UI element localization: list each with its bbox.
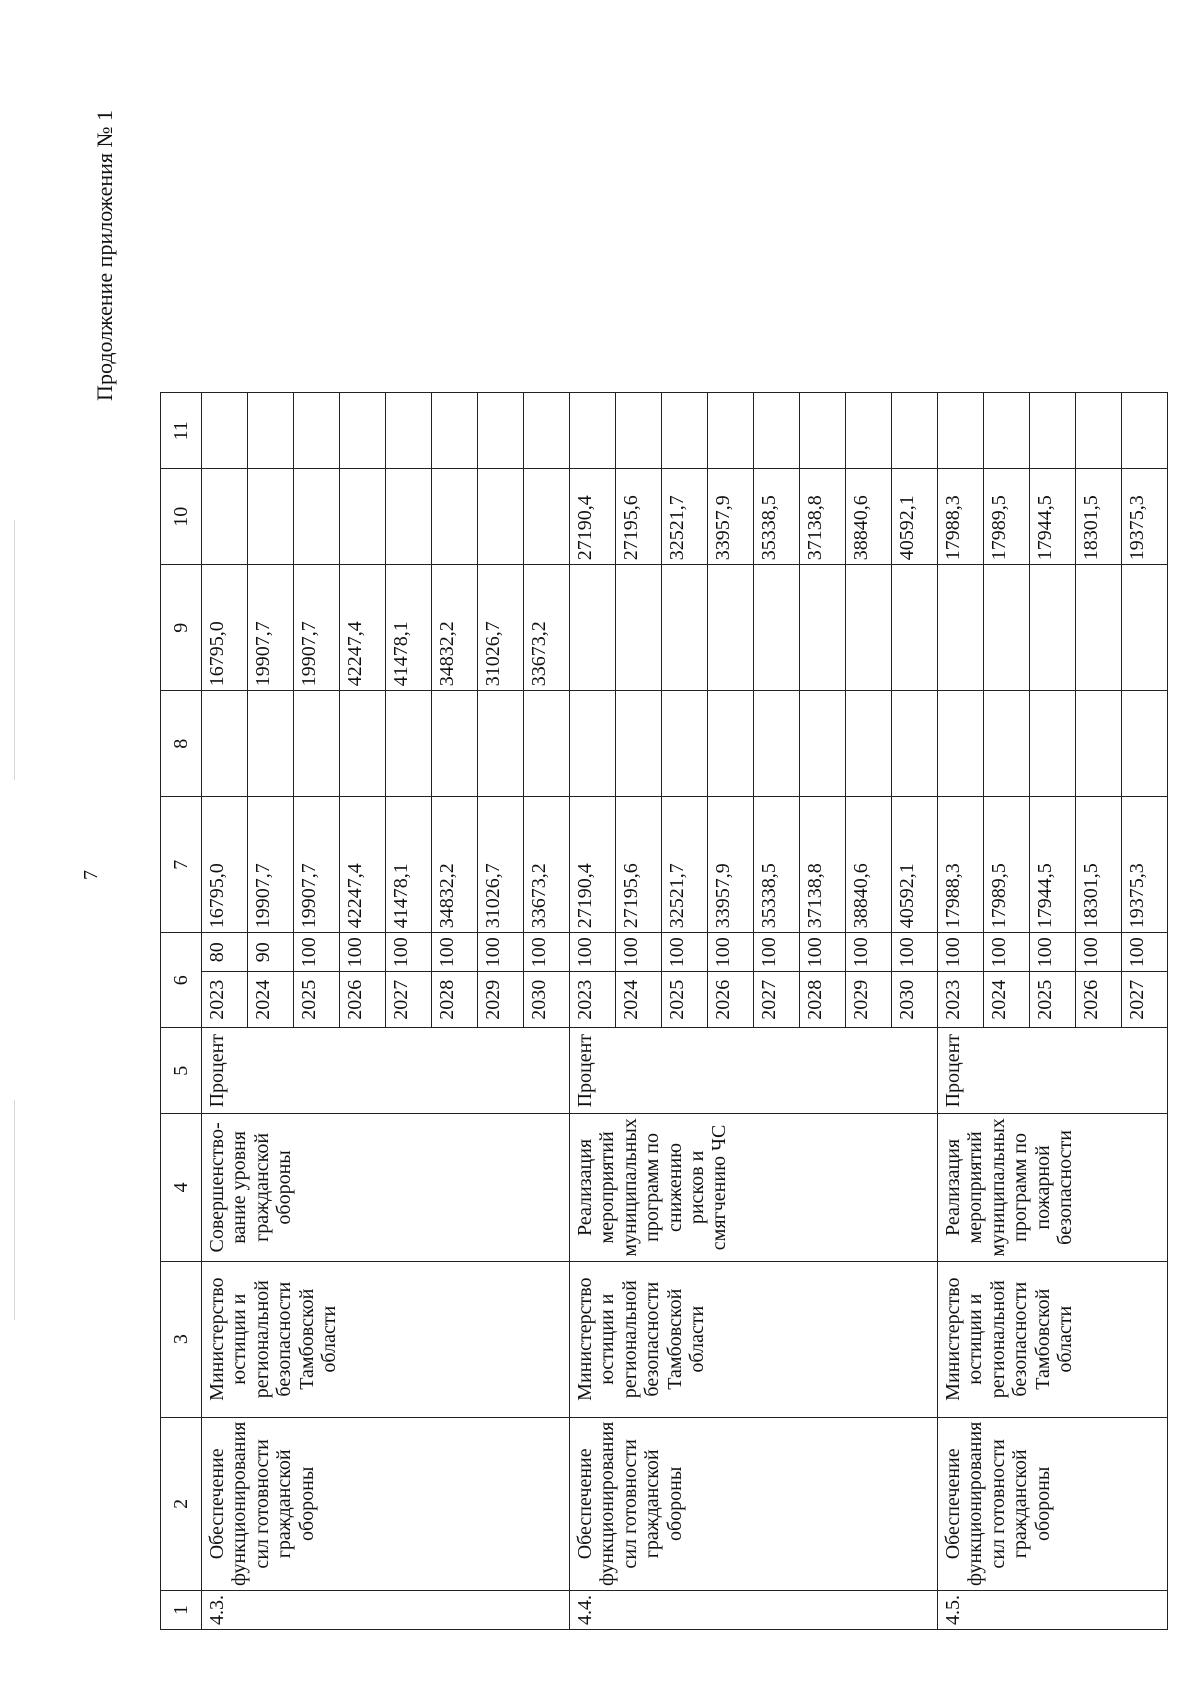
col9-amount-cell: 19907,7 bbox=[294, 565, 340, 691]
total-amount-cell: 17988,3 bbox=[938, 797, 984, 933]
col9-amount-cell bbox=[1076, 565, 1122, 691]
total-amount-cell: 17989,5 bbox=[984, 797, 1030, 933]
col10-amount-cell bbox=[478, 469, 524, 565]
col8-cell bbox=[984, 691, 1030, 797]
col11-cell bbox=[892, 393, 938, 469]
percent-value-cell: 100 bbox=[294, 933, 340, 972]
col9-amount-cell bbox=[662, 565, 708, 691]
percent-value-cell: 100 bbox=[984, 933, 1030, 972]
year-cell: 2023 bbox=[202, 972, 248, 1028]
total-amount-cell: 42247,4 bbox=[340, 797, 386, 933]
col11-cell bbox=[432, 393, 478, 469]
percent-value-cell: 100 bbox=[662, 933, 708, 972]
total-amount-cell: 19907,7 bbox=[248, 797, 294, 933]
percent-value-cell: 100 bbox=[386, 933, 432, 972]
appendix-caption: Продолжение приложения № 1 bbox=[92, 110, 117, 401]
total-amount-cell: 37138,8 bbox=[800, 797, 846, 933]
total-amount-cell: 27190,4 bbox=[570, 797, 616, 933]
header-col-3: 3 bbox=[161, 1261, 202, 1417]
year-cell: 2026 bbox=[708, 972, 754, 1028]
col9-amount-cell: 31026,7 bbox=[478, 565, 524, 691]
col10-amount-cell bbox=[432, 469, 478, 565]
col10-amount-cell: 17989,5 bbox=[984, 469, 1030, 565]
col11-cell bbox=[1122, 393, 1168, 469]
section-index: 4.4. bbox=[570, 1591, 938, 1630]
percent-value-cell: 100 bbox=[846, 933, 892, 972]
col9-amount-cell bbox=[1122, 565, 1168, 691]
year-cell: 2024 bbox=[248, 972, 294, 1028]
year-cell: 2023 bbox=[570, 972, 616, 1028]
percent-value-cell: 90 bbox=[248, 933, 294, 972]
col10-amount-cell: 27190,4 bbox=[570, 469, 616, 565]
section-purpose: Обеспечение функционирования сил готовности гражданской обороны bbox=[202, 1417, 570, 1590]
total-amount-cell: 19907,7 bbox=[294, 797, 340, 933]
scan-artifact-line bbox=[14, 520, 15, 780]
year-cell: 2028 bbox=[432, 972, 478, 1028]
header-col-9: 9 bbox=[161, 565, 202, 691]
year-cell: 2030 bbox=[892, 972, 938, 1028]
col11-cell bbox=[800, 393, 846, 469]
total-amount-cell: 33957,9 bbox=[708, 797, 754, 933]
col11-cell bbox=[708, 393, 754, 469]
total-amount-cell: 35338,5 bbox=[754, 797, 800, 933]
col10-amount-cell bbox=[386, 469, 432, 565]
col9-amount-cell bbox=[846, 565, 892, 691]
header-col-6: 6 bbox=[161, 933, 202, 1028]
col10-amount-cell: 17944,5 bbox=[1030, 469, 1076, 565]
percent-value-cell: 100 bbox=[800, 933, 846, 972]
col10-amount-cell bbox=[202, 469, 248, 565]
year-cell: 2030 bbox=[524, 972, 570, 1028]
table-body bbox=[202, 393, 1168, 1630]
col10-amount-cell: 33957,9 bbox=[708, 469, 754, 565]
year-cell: 2024 bbox=[616, 972, 662, 1028]
col11-cell bbox=[524, 393, 570, 469]
col11-cell bbox=[248, 393, 294, 469]
percent-value-cell: 100 bbox=[938, 933, 984, 972]
rotated-page bbox=[80, 90, 1170, 1630]
year-cell: 2023 bbox=[938, 972, 984, 1028]
col9-amount-cell: 33673,2 bbox=[524, 565, 570, 691]
col10-amount-cell: 38840,6 bbox=[846, 469, 892, 565]
col9-amount-cell bbox=[616, 565, 662, 691]
col9-amount-cell: 41478,1 bbox=[386, 565, 432, 691]
percent-value-cell: 80 bbox=[202, 933, 248, 972]
col8-cell bbox=[892, 691, 938, 797]
col11-cell bbox=[1076, 393, 1122, 469]
col11-cell bbox=[570, 393, 616, 469]
total-amount-cell: 16795,0 bbox=[202, 797, 248, 933]
total-amount-cell: 31026,7 bbox=[478, 797, 524, 933]
col9-amount-cell bbox=[800, 565, 846, 691]
col11-cell bbox=[662, 393, 708, 469]
col9-amount-cell bbox=[892, 565, 938, 691]
percent-value-cell: 100 bbox=[524, 933, 570, 972]
total-amount-cell: 19375,3 bbox=[1122, 797, 1168, 933]
page-number: 7 bbox=[80, 870, 102, 880]
percent-value-cell: 100 bbox=[1122, 933, 1168, 972]
col8-cell bbox=[340, 691, 386, 797]
scan-artifact-line bbox=[14, 1100, 15, 1320]
col8-cell bbox=[1030, 691, 1076, 797]
measures-table bbox=[160, 392, 1168, 1630]
table-row bbox=[938, 393, 984, 1630]
section-responsible: Министерство юстиции и региональной безопасности Тамбовской области bbox=[570, 1261, 938, 1417]
section-index: 4.5. bbox=[938, 1591, 1168, 1630]
percent-value-cell: 100 bbox=[892, 933, 938, 972]
percent-value-cell: 100 bbox=[754, 933, 800, 972]
col8-cell bbox=[708, 691, 754, 797]
year-cell: 2025 bbox=[662, 972, 708, 1028]
col10-amount-cell: 19375,3 bbox=[1122, 469, 1168, 565]
col10-amount-cell: 32521,7 bbox=[662, 469, 708, 565]
percent-value-cell: 100 bbox=[478, 933, 524, 972]
col10-amount-cell bbox=[340, 469, 386, 565]
percent-value-cell: 100 bbox=[340, 933, 386, 972]
total-amount-cell: 34832,2 bbox=[432, 797, 478, 933]
col9-amount-cell bbox=[754, 565, 800, 691]
col10-amount-cell bbox=[524, 469, 570, 565]
table-row bbox=[570, 393, 616, 1630]
col10-amount-cell: 35338,5 bbox=[754, 469, 800, 565]
col9-amount-cell: 19907,7 bbox=[248, 565, 294, 691]
total-amount-cell: 41478,1 bbox=[386, 797, 432, 933]
section-unit: Процент bbox=[570, 1028, 938, 1114]
col8-cell bbox=[294, 691, 340, 797]
section-index: 4.3. bbox=[202, 1591, 570, 1630]
col9-amount-cell bbox=[1030, 565, 1076, 691]
year-cell: 2024 bbox=[984, 972, 1030, 1028]
col11-cell bbox=[386, 393, 432, 469]
section-indicator: Совершенство-вание уровня гражданской обороны bbox=[202, 1114, 570, 1261]
percent-value-cell: 100 bbox=[570, 933, 616, 972]
col9-amount-cell: 34832,2 bbox=[432, 565, 478, 691]
year-cell: 2025 bbox=[1030, 972, 1076, 1028]
col10-amount-cell: 40592,1 bbox=[892, 469, 938, 565]
total-amount-cell: 33673,2 bbox=[524, 797, 570, 933]
year-cell: 2027 bbox=[754, 972, 800, 1028]
table-row bbox=[202, 393, 248, 1630]
col11-cell bbox=[938, 393, 984, 469]
header-col-1: 1 bbox=[161, 1591, 202, 1630]
section-responsible: Министерство юстиции и региональной безопасности Тамбовской области bbox=[202, 1261, 570, 1417]
total-amount-cell: 38840,6 bbox=[846, 797, 892, 933]
col8-cell bbox=[478, 691, 524, 797]
col11-cell bbox=[984, 393, 1030, 469]
col10-amount-cell bbox=[248, 469, 294, 565]
year-cell: 2026 bbox=[340, 972, 386, 1028]
header-col-11: 11 bbox=[161, 393, 202, 469]
col8-cell bbox=[846, 691, 892, 797]
col9-amount-cell bbox=[570, 565, 616, 691]
section-responsible: Министерство юстиции и региональной безопасности Тамбовской области bbox=[938, 1261, 1168, 1417]
col8-cell bbox=[248, 691, 294, 797]
total-amount-cell: 17944,5 bbox=[1030, 797, 1076, 933]
year-cell: 2029 bbox=[846, 972, 892, 1028]
col11-cell bbox=[1030, 393, 1076, 469]
col8-cell bbox=[570, 691, 616, 797]
col11-cell bbox=[616, 393, 662, 469]
col10-amount-cell: 17988,3 bbox=[938, 469, 984, 565]
total-amount-cell: 32521,7 bbox=[662, 797, 708, 933]
col8-cell bbox=[754, 691, 800, 797]
year-cell: 2025 bbox=[294, 972, 340, 1028]
col8-cell bbox=[432, 691, 478, 797]
col10-amount-cell: 37138,8 bbox=[800, 469, 846, 565]
percent-value-cell: 100 bbox=[708, 933, 754, 972]
percent-value-cell: 100 bbox=[1030, 933, 1076, 972]
percent-value-cell: 100 bbox=[1076, 933, 1122, 972]
year-cell: 2027 bbox=[386, 972, 432, 1028]
col8-cell bbox=[616, 691, 662, 797]
year-cell: 2029 bbox=[478, 972, 524, 1028]
total-amount-cell: 40592,1 bbox=[892, 797, 938, 933]
col9-amount-cell bbox=[708, 565, 754, 691]
col11-cell bbox=[754, 393, 800, 469]
col10-amount-cell bbox=[294, 469, 340, 565]
year-cell: 2026 bbox=[1076, 972, 1122, 1028]
col10-amount-cell: 18301,5 bbox=[1076, 469, 1122, 565]
col9-amount-cell bbox=[938, 565, 984, 691]
col10-amount-cell: 27195,6 bbox=[616, 469, 662, 565]
total-amount-cell: 27195,6 bbox=[616, 797, 662, 933]
header-row bbox=[161, 393, 202, 1630]
header-col-5: 5 bbox=[161, 1028, 202, 1114]
col11-cell bbox=[478, 393, 524, 469]
col8-cell bbox=[800, 691, 846, 797]
col8-cell bbox=[202, 691, 248, 797]
header-col-8: 8 bbox=[161, 691, 202, 797]
col8-cell bbox=[662, 691, 708, 797]
col8-cell bbox=[1076, 691, 1122, 797]
section-indicator: Реализация мероприятий муниципальных программ по пожарной безопасности bbox=[938, 1114, 1168, 1261]
total-amount-cell: 18301,5 bbox=[1076, 797, 1122, 933]
col8-cell bbox=[386, 691, 432, 797]
col9-amount-cell bbox=[984, 565, 1030, 691]
col11-cell bbox=[202, 393, 248, 469]
header-col-4: 4 bbox=[161, 1114, 202, 1261]
col8-cell bbox=[938, 691, 984, 797]
section-indicator: Реализация мероприятий муниципальных программ по снижению рисков и смягчению ЧС bbox=[570, 1114, 938, 1261]
header-col-7: 7 bbox=[161, 797, 202, 933]
percent-value-cell: 100 bbox=[432, 933, 478, 972]
header-col-10: 10 bbox=[161, 469, 202, 565]
section-purpose: Обеспечение функционирования сил готовности гражданской обороны bbox=[938, 1417, 1168, 1590]
year-cell: 2027 bbox=[1122, 972, 1168, 1028]
header-col-2: 2 bbox=[161, 1417, 202, 1590]
col11-cell bbox=[294, 393, 340, 469]
year-cell: 2028 bbox=[800, 972, 846, 1028]
col8-cell bbox=[524, 691, 570, 797]
col11-cell bbox=[846, 393, 892, 469]
col8-cell bbox=[1122, 691, 1168, 797]
col9-amount-cell: 16795,0 bbox=[202, 565, 248, 691]
section-unit: Процент bbox=[202, 1028, 570, 1114]
col11-cell bbox=[340, 393, 386, 469]
section-purpose: Обеспечение функционирования сил готовности гражданской обороны bbox=[570, 1417, 938, 1590]
col9-amount-cell: 42247,4 bbox=[340, 565, 386, 691]
section-unit: Процент bbox=[938, 1028, 1168, 1114]
percent-value-cell: 100 bbox=[616, 933, 662, 972]
